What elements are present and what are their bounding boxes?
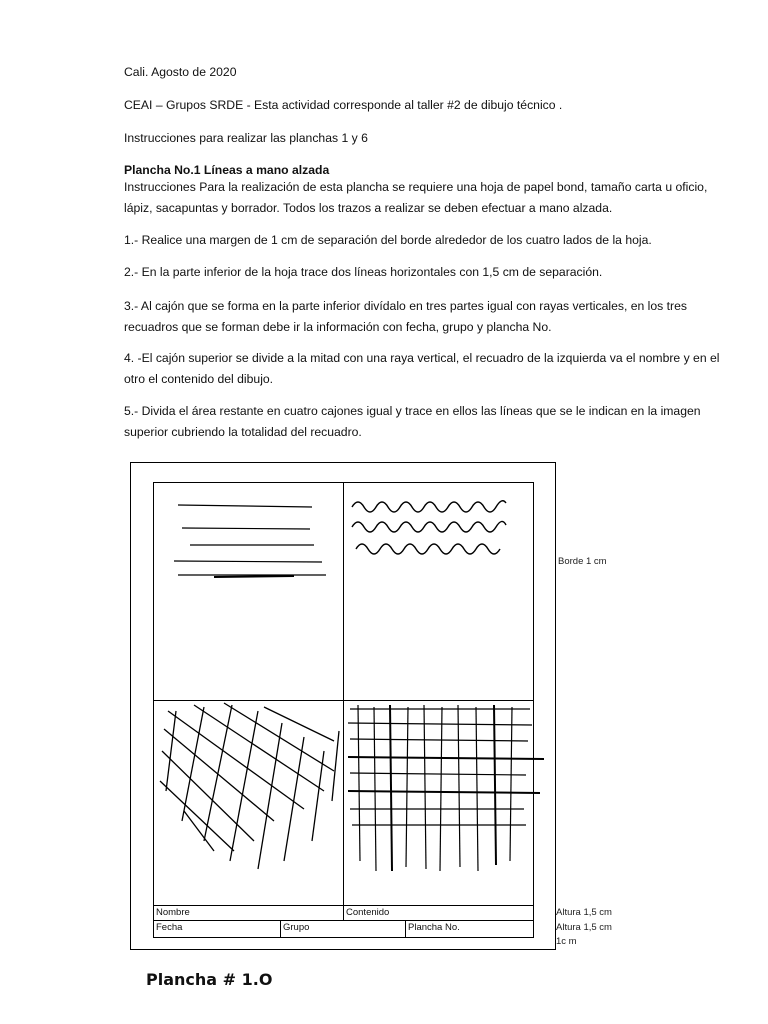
freehand-line-1 [178,505,312,507]
label-grupo: Grupo [283,922,310,933]
step-1: 1.- Realice una margen de 1 cm de separación del borde alrededor de los cuatro lados de la hoja. [124,233,652,247]
step-3: 3.- Al cajón que se forma en la parte inferior divídalo en tres partes igual con rayas verticales, en los tres recuadros que se forman debe ir la información con fecha, grupo y plancha No. [124,299,687,334]
instructions-title: Instrucciones para realizar las planchas 1 y 6 [124,131,368,145]
note-altura-1: Altura 1,5 cm [556,907,612,918]
freehand-line-2 [182,528,310,529]
plancha-title: Plancha No.1 Líneas a mano alzada [124,163,330,177]
rect-grid-drawing [344,701,549,905]
label-nombre: Nombre [156,907,190,918]
freehand-line-6 [214,576,294,577]
sheet-margin-box [153,482,534,938]
group-line: CEAI – Grupos SRDE - Esta actividad corresponde al taller #2 de dibujo técnico . [124,98,563,112]
freehand-line-4 [174,561,322,562]
wavy-lines-drawing [344,483,534,700]
note-altura-2: Altura 1,5 cm [556,922,612,933]
title-block-divider-2 [405,920,406,937]
label-fecha: Fecha [156,922,183,933]
figure-caption: Plancha # 1.O [146,970,273,989]
title-block-top-line [154,905,533,906]
note-one-cm: 1c m [556,936,577,947]
horizontal-lines-drawing [154,483,344,700]
note-borde: Borde 1 cm [558,556,607,567]
step-2: 2.- En la parte inferior de la hoja trace dos líneas horizontales con 1,5 cm de separación. [124,265,603,279]
plancha-intro: Instrucciones Para la realización de esta plancha se requiere una hoja de papel bond, tamaño carta u oficio, lápiz, sacapuntas y borrador. Todos los trazos a realizar se deben efectuar a mano alzada. [124,180,708,215]
skewed-grid-drawing [154,701,344,905]
label-contenido: Contenido [346,907,390,918]
step-4: 4. -El cajón superior se divide a la mitad con una raya vertical, el recuadro de la izquierda va el nombre y en el otro el contenido del dibujo. [124,351,720,386]
step-5: 5.- Divida el área restante en cuatro cajones igual y trace en ellos las líneas que se le indican en la imagen superior cubriendo la totalidad del recuadro. [124,404,701,439]
date-line: Cali. Agosto de 2020 [124,65,237,79]
wavy-line-2 [352,521,506,532]
title-block-middle-line [154,920,533,921]
wavy-line-3 [356,544,500,554]
title-block-divider-1 [280,920,281,937]
wavy-line-1 [352,501,506,512]
label-plancha-no: Plancha No. [408,922,460,933]
